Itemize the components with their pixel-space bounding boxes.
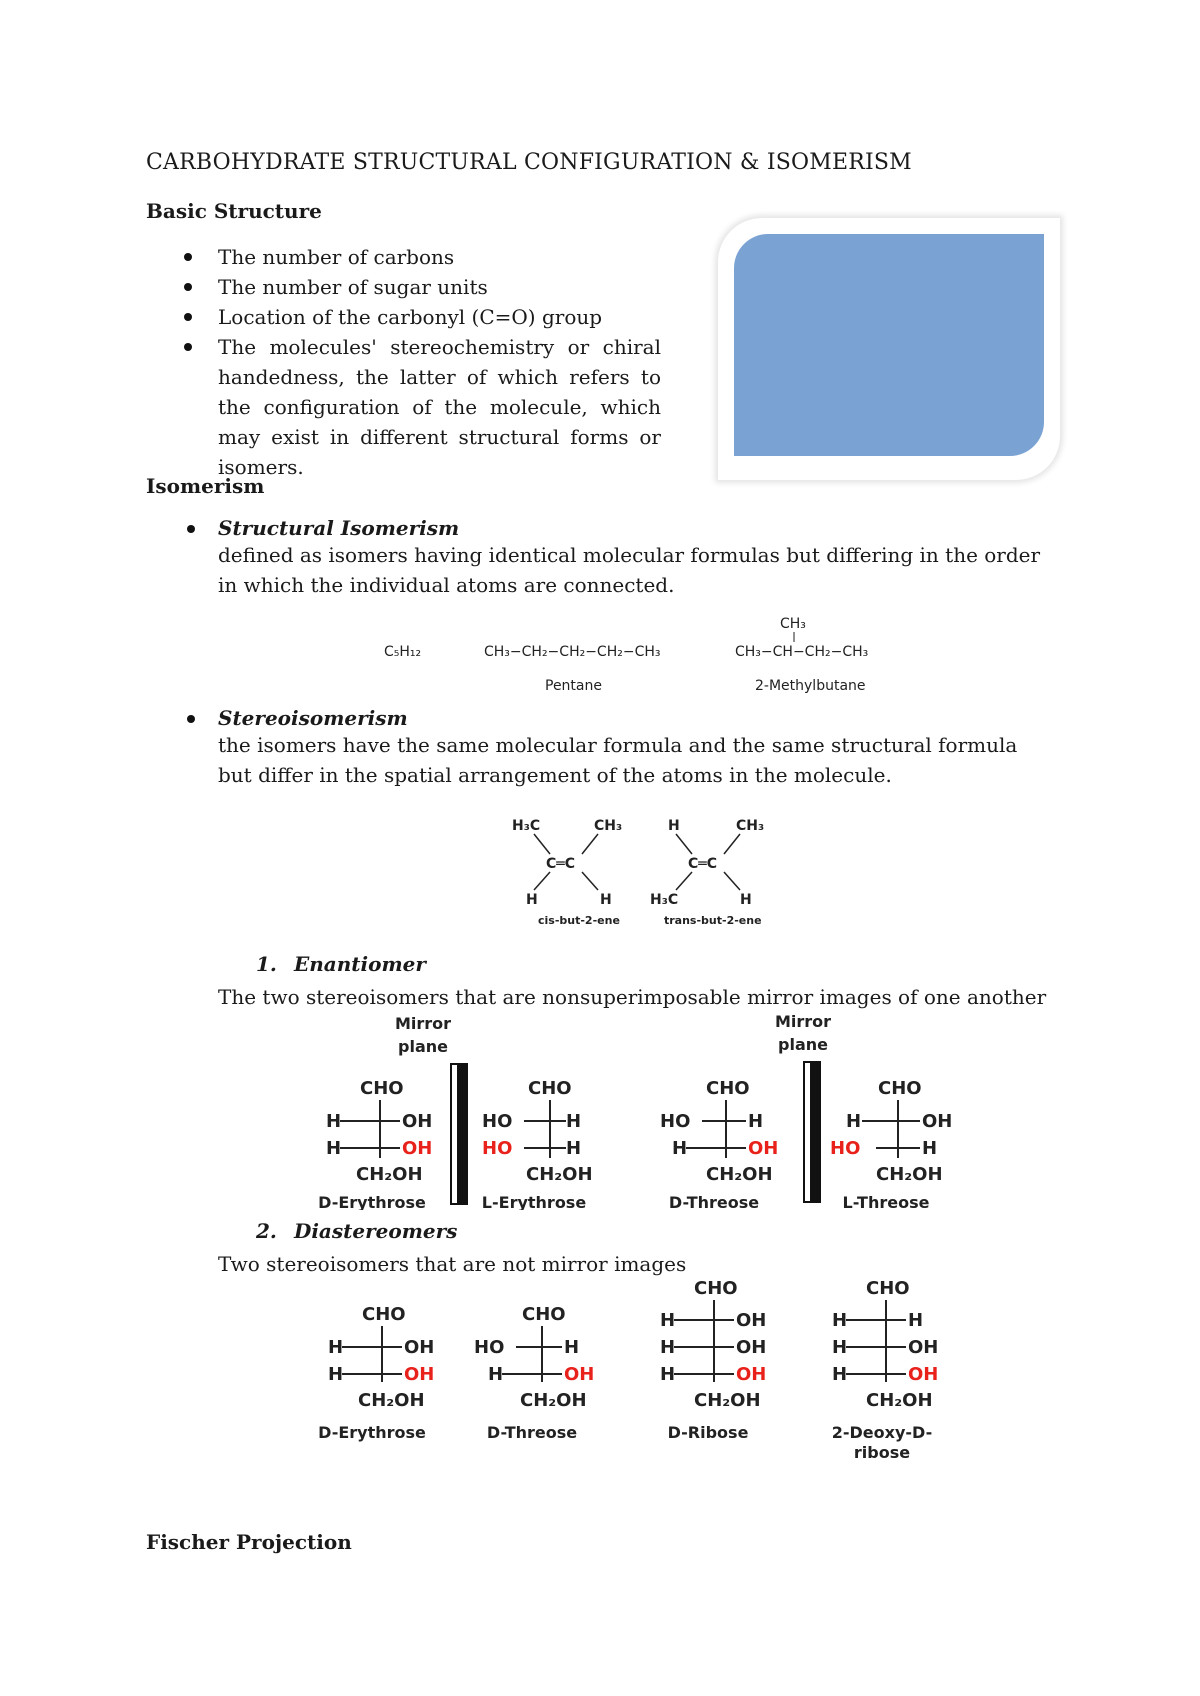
svg-text:OH: OH xyxy=(922,1111,953,1132)
enantiomer-number: 1. xyxy=(256,952,277,976)
methyl-group: CH₃ xyxy=(780,616,806,632)
h-atom: H xyxy=(526,892,538,908)
svg-text:H: H xyxy=(660,1364,676,1385)
diastereomers-text: Two stereoisomers that are not mirror images xyxy=(218,1252,687,1276)
svg-text:H: H xyxy=(832,1337,848,1358)
fischer-d-threose xyxy=(660,1078,778,1185)
diastereomers-title: Diastereomers xyxy=(293,1219,458,1243)
svg-text:CHO: CHO xyxy=(866,1278,910,1299)
fischer-d-threose xyxy=(474,1304,594,1411)
svg-text:H: H xyxy=(832,1364,848,1385)
svg-text:OH: OH xyxy=(736,1337,767,1358)
svg-text:CHO: CHO xyxy=(362,1304,406,1325)
sugar-name: L-Erythrose xyxy=(481,1193,587,1210)
pentane-figure xyxy=(380,610,900,700)
plane-label: plane xyxy=(778,1035,828,1054)
svg-text:OH: OH xyxy=(564,1364,595,1385)
svg-text:CH₂OH: CH₂OH xyxy=(526,1164,593,1185)
stereoisomerism xyxy=(182,706,1052,790)
sugar-name: L-Threose xyxy=(842,1193,930,1210)
ch3-group: CH₃ xyxy=(736,818,765,834)
svg-text:H: H xyxy=(328,1337,344,1358)
fischer-projection-heading: Fischer Projection xyxy=(146,1530,352,1554)
diastereomer-figure xyxy=(310,1270,970,1470)
svg-text:H: H xyxy=(748,1111,764,1132)
structural-isomerism-text: defined as isomers having identical molecular formulas but differing in the order in which the individual atoms are connected. xyxy=(218,543,1041,597)
svg-text:OH: OH xyxy=(404,1364,435,1385)
svg-text:H: H xyxy=(672,1138,688,1159)
list-item: The molecules' stereochemistry or chiral handedness, the latter of which refers to the configuration of the molecule, which may exist in different structural forms or isomers. xyxy=(146,332,661,482)
svg-text:H: H xyxy=(326,1111,342,1132)
svg-text:CH₂OH: CH₂OH xyxy=(358,1390,425,1411)
page-title: CARBOHYDRATE STRUCTURAL CONFIGURATION & ISOMERISM xyxy=(146,150,912,175)
isomerism-heading: Isomerism xyxy=(146,474,265,498)
svg-text:CHO: CHO xyxy=(528,1078,572,1099)
svg-text:CH₂OH: CH₂OH xyxy=(706,1164,773,1185)
svg-text:CHO: CHO xyxy=(694,1278,738,1299)
svg-text:H: H xyxy=(832,1310,848,1331)
svg-text:CH₂OH: CH₂OH xyxy=(520,1390,587,1411)
sugar-name: D-Erythrose xyxy=(318,1193,426,1210)
h-atom: H xyxy=(600,892,612,908)
diastereomers-number: 2. xyxy=(256,1219,277,1243)
pentane-chain: CH₃−CH₂−CH₂−CH₂−CH₃ xyxy=(484,644,661,660)
svg-text:CH₂OH: CH₂OH xyxy=(694,1390,761,1411)
svg-text:H: H xyxy=(564,1337,580,1358)
h3c-group: H₃C xyxy=(650,892,679,908)
svg-text:OH: OH xyxy=(404,1337,435,1358)
fischer-l-erythrose xyxy=(482,1078,593,1185)
svg-text:OH: OH xyxy=(908,1337,939,1358)
svg-text:OH: OH xyxy=(908,1364,939,1385)
basic-structure-heading: Basic Structure xyxy=(146,199,322,223)
picture-frame xyxy=(718,218,1060,480)
svg-text:CH₂OH: CH₂OH xyxy=(876,1164,943,1185)
svg-text:CH₂OH: CH₂OH xyxy=(866,1390,933,1411)
svg-text:H: H xyxy=(846,1111,862,1132)
svg-text:HO: HO xyxy=(474,1337,505,1358)
svg-text:CHO: CHO xyxy=(360,1078,404,1099)
basic-structure-list xyxy=(146,242,661,482)
double-bond: C═C xyxy=(546,856,575,872)
enantiomer-text: The two stereoisomers that are nonsuperimposable mirror images of one another xyxy=(218,985,1047,1009)
svg-text:CHO: CHO xyxy=(878,1078,922,1099)
structural-isomerism-title: Structural Isomerism xyxy=(218,516,460,540)
svg-text:H: H xyxy=(326,1138,342,1159)
sugar-name: D-Ribose xyxy=(667,1423,749,1442)
svg-text:H: H xyxy=(908,1310,924,1331)
fischer-d-erythrose xyxy=(328,1304,434,1411)
list-item: The number of sugar units xyxy=(146,272,661,302)
sugar-name: ribose xyxy=(853,1443,911,1462)
diastereomers-heading xyxy=(256,1219,457,1243)
svg-text:CHO: CHO xyxy=(706,1078,750,1099)
sugar-name: D-Threose xyxy=(668,1193,760,1210)
fischer-d-ribose xyxy=(660,1278,766,1411)
butene-figure xyxy=(500,808,790,928)
fischer-l-threose xyxy=(830,1078,952,1185)
svg-text:OH: OH xyxy=(736,1364,767,1385)
svg-text:H: H xyxy=(922,1138,938,1159)
list-item: Location of the carbonyl (C=O) group xyxy=(146,302,661,332)
sugar-name: D-Threose xyxy=(486,1423,578,1442)
svg-text:CH₂OH: CH₂OH xyxy=(356,1164,423,1185)
svg-text:HO: HO xyxy=(482,1111,513,1132)
h3c-group: H₃C xyxy=(512,818,541,834)
svg-text:HO: HO xyxy=(830,1138,861,1159)
svg-text:H: H xyxy=(328,1364,344,1385)
mirror-label: Mirror xyxy=(394,1014,452,1033)
plane-label: plane xyxy=(398,1037,448,1056)
fischer-2-deoxy-d-ribose xyxy=(832,1278,938,1411)
svg-text:H: H xyxy=(660,1337,676,1358)
bullet xyxy=(187,525,195,533)
methylbutane-label: 2-Methylbutane xyxy=(755,678,866,694)
svg-text:OH: OH xyxy=(748,1138,779,1159)
svg-text:CHO: CHO xyxy=(522,1304,566,1325)
structural-isomerism xyxy=(182,516,1052,600)
svg-text:HO: HO xyxy=(482,1138,513,1159)
svg-text:H: H xyxy=(566,1138,582,1159)
svg-text:H: H xyxy=(660,1310,676,1331)
molecular-formula: C₅H₁₂ xyxy=(384,644,422,660)
list-item: The number of carbons xyxy=(146,242,661,272)
enantiomer-figure xyxy=(310,1010,970,1210)
h-atom: H xyxy=(668,818,680,834)
mirror-label: Mirror xyxy=(774,1012,832,1031)
sugar-name: 2-Deoxy-D- xyxy=(831,1423,933,1442)
trans-label: trans-but-2-ene xyxy=(664,914,762,927)
bullet xyxy=(187,715,195,723)
picture-placeholder xyxy=(734,234,1044,456)
h-atom: H xyxy=(740,892,752,908)
enantiomer-title: Enantiomer xyxy=(293,952,426,976)
stereoisomerism-text: the isomers have the same molecular formula and the same structural formula but differ in the spatial arrangement of the atoms in the molecule. xyxy=(218,733,1018,787)
cis-label: cis-but-2-ene xyxy=(538,914,620,927)
svg-text:OH: OH xyxy=(736,1310,767,1331)
svg-text:H: H xyxy=(488,1364,504,1385)
svg-text:HO: HO xyxy=(660,1111,691,1132)
double-bond: C═C xyxy=(688,856,717,872)
svg-text:OH: OH xyxy=(402,1111,433,1132)
svg-text:H: H xyxy=(566,1111,582,1132)
methylbutane-chain: CH₃−CH−CH₂−CH₃ xyxy=(735,644,869,660)
stereoisomerism-title: Stereoisomerism xyxy=(218,706,408,730)
pentane-label: Pentane xyxy=(545,678,602,694)
fischer-d-erythrose xyxy=(326,1078,432,1185)
ch3-group: CH₃ xyxy=(594,818,623,834)
sugar-name: D-Erythrose xyxy=(318,1423,426,1442)
enantiomer-heading xyxy=(256,952,426,976)
svg-text:OH: OH xyxy=(402,1138,433,1159)
